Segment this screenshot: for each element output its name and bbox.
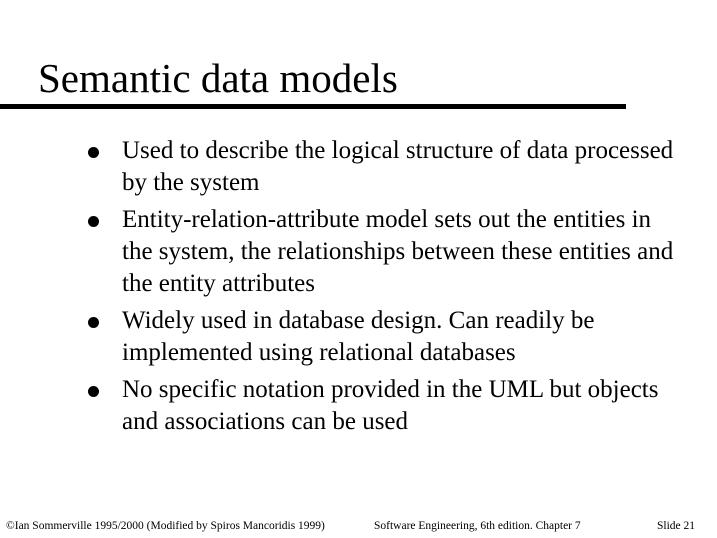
footer-book-reference: Software Engineering, 6th edition. Chapter 7 (374, 520, 581, 532)
bullet-item (82, 204, 682, 300)
slide-title: Semantic data models (38, 55, 398, 101)
bullet-item (82, 305, 682, 369)
bullet-text: Used to describe the logical structure of data processed by the system (122, 137, 674, 196)
title-underline (0, 104, 626, 109)
bullet-dot-icon (88, 147, 99, 158)
bullet-dot-icon (88, 386, 99, 397)
bullet-dot-icon (88, 216, 99, 227)
bullet-dot-icon (88, 317, 99, 328)
bullet-list (82, 135, 682, 443)
bullet-item (82, 374, 682, 438)
bullet-text: Entity-relation-attribute model sets out the entities in the system, the relationships between these entities and the entity attributes (122, 206, 674, 297)
bullet-text: No specific notation provided in the UML but objects and associations can be used (122, 376, 659, 435)
footer-copyright: ©Ian Sommerville 1995/2000 (Modified by Spiros Mancoridis 1999) (6, 520, 325, 532)
bullet-item (82, 135, 682, 199)
bullet-text: Widely used in database design. Can readily be implemented using relational databases (122, 307, 595, 366)
footer-slide-number: Slide 21 (657, 520, 696, 532)
